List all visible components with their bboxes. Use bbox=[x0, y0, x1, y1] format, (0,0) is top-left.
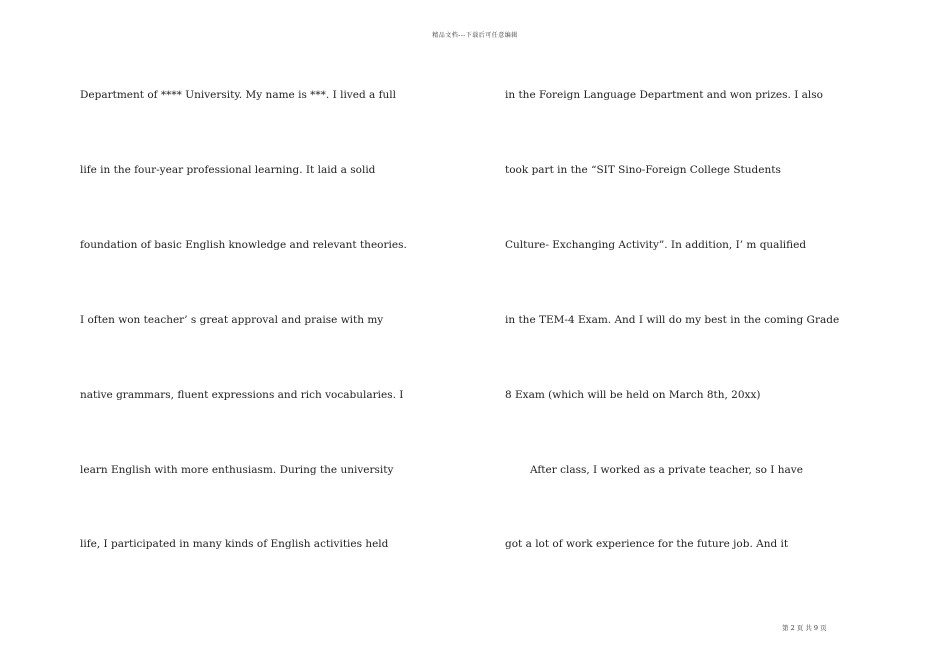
text-line: 8 Exam (which will be held on March 8th, 20xx) bbox=[505, 389, 761, 401]
text-line: I often won teacher’ s great approval and praise with my bbox=[80, 314, 384, 326]
page-number: 第 2 页 共 9 页 bbox=[782, 624, 827, 632]
text-line: in the Foreign Language Department and won prizes. I also bbox=[505, 89, 824, 101]
text-line: native grammars, fluent expressions and rich vocabularies. I bbox=[80, 389, 404, 401]
text-line: in the TEM-4 Exam. And I will do my best in the coming Grade bbox=[505, 314, 840, 326]
text-line: Culture- Exchanging Activity”. In addition, I’ m qualified bbox=[505, 239, 807, 251]
text-line: took part in the “SIT Sino-Foreign College Students bbox=[505, 164, 781, 176]
page-header: 精品文档---下载后可任意编辑 bbox=[432, 32, 518, 39]
text-line: life, I participated in many kinds of English activities held bbox=[80, 538, 389, 550]
text-line: Department of **** University. My name is ***. I lived a full bbox=[80, 89, 396, 101]
text-line: learn English with more enthusiasm. During the university bbox=[80, 464, 394, 476]
text-line: life in the four-year professional learning. It laid a solid bbox=[80, 164, 376, 176]
text-line: foundation of basic English knowledge and relevant theories. bbox=[80, 239, 407, 251]
text-line: got a lot of work experience for the future job. And it bbox=[505, 538, 789, 550]
text-line-indented: After class, I worked as a private teacher, so I have bbox=[530, 464, 803, 476]
